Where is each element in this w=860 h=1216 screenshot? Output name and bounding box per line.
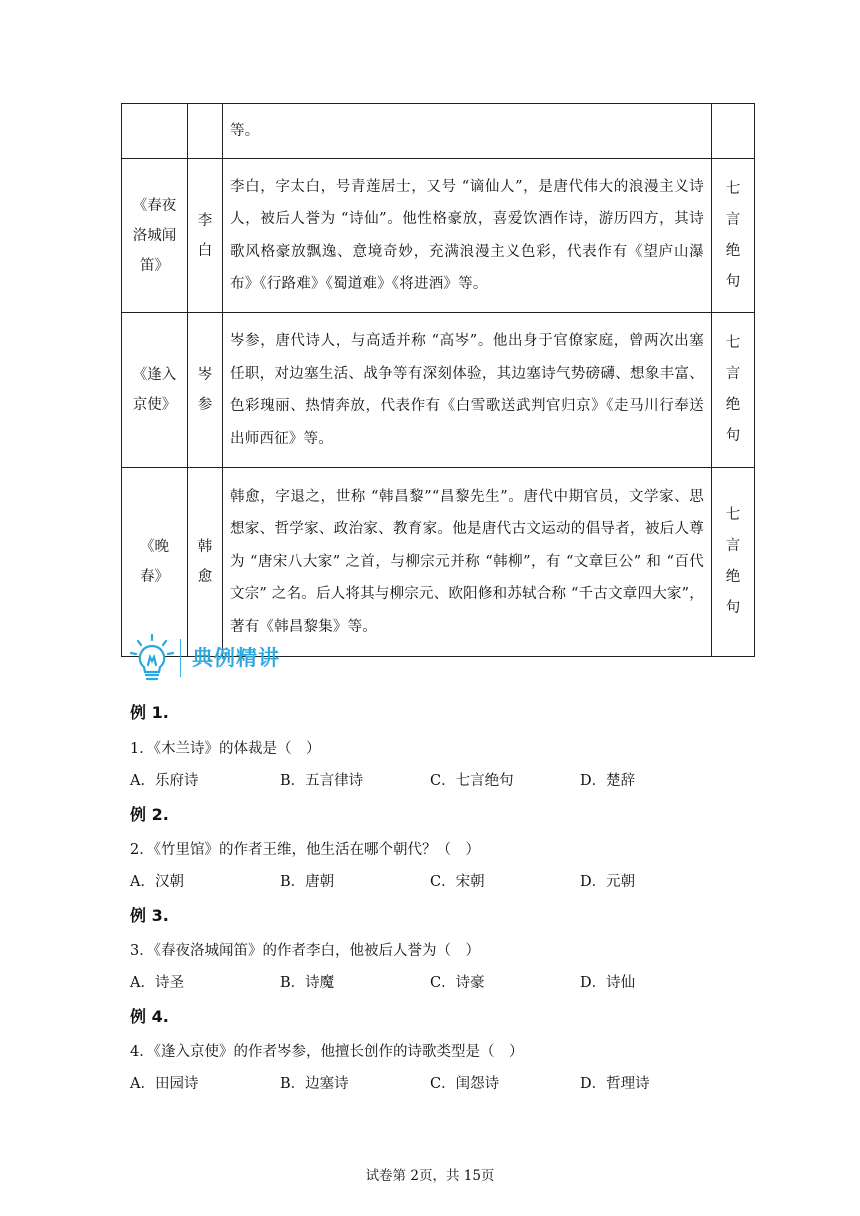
poem-form-cell-line: 七: [725, 335, 741, 351]
poem-form-cell: [712, 159, 755, 313]
lightbulb-icon: [128, 633, 176, 683]
author-description-cell: 韩愈，字退之，世称 “韩昌黎”“昌黎先生”。唐代中期官员，文学家、思想家、哲学家、政治家、教育家。他是唐代古文运动的倡导者，被后人尊为 “唐宋八大家” 之首，与柳宗元并称 “韩柳”，有 “文章巨公” 和 “百代文宗” 之名。后人将其与柳宗元、欧阳修和苏轼合称 “千古文章四大家”，著有《韩昌黎集》等。: [223, 468, 712, 657]
section-heading: [128, 633, 428, 683]
author-cell: [188, 104, 223, 159]
poem-title-cell-line: 《春夜: [132, 197, 177, 214]
poem-form-cell-line: 七: [725, 507, 741, 523]
poem-form-cell: [712, 468, 755, 657]
table-row: [122, 313, 755, 468]
answer-option[interactable]: D．元朝: [580, 874, 636, 890]
author-cell-line: 白: [197, 242, 213, 259]
poem-form-cell-line: 句: [725, 428, 741, 444]
poem-form-cell-line: 言: [725, 211, 741, 228]
poem-title-cell: [122, 313, 188, 468]
poem-form-cell-line: 绝: [725, 242, 741, 259]
example-label: 例 1.: [130, 703, 169, 722]
author-description-cell: 李白，字太白，号青莲居士，又号 “谪仙人”，是唐代伟大的浪漫主义诗人，被后人誉为 “诗仙”。他性格豪放，喜爱饮酒作诗，游历四方，其诗歌风格豪放飘逸、意境奇妙，充满浪漫主义色彩，代表作有《望庐山瀑布》《行路难》《蜀道难》《将进酒》等。: [223, 159, 712, 313]
answer-option[interactable]: D．哲理诗: [580, 1076, 650, 1092]
answer-option[interactable]: D．诗仙: [580, 975, 636, 991]
poem-form-cell-line: 言: [725, 538, 741, 554]
poem-title-cell-line: 京使》: [132, 397, 177, 413]
question-text: 4．《逢入京使》的作者岑参，他擅长创作的诗歌类型是（ ）: [130, 1044, 524, 1060]
example-label: 例 4.: [130, 1007, 169, 1026]
answer-option[interactable]: B．边塞诗: [280, 1076, 349, 1092]
answer-option[interactable]: B．五言律诗: [280, 773, 364, 789]
author-cell-line: 愈: [197, 569, 213, 585]
poem-title-cell: [122, 468, 188, 657]
answer-option[interactable]: B．唐朝: [280, 874, 335, 890]
poem-form-cell-line: 句: [725, 273, 741, 290]
question-text: 2．《竹里馆》的作者王维，他生活在哪个朝代？（ ）: [130, 842, 480, 858]
poem-title-cell-line: 《晚: [140, 539, 169, 555]
poem-form-cell-line: 句: [725, 600, 741, 616]
answer-option[interactable]: C．宋朝: [430, 874, 485, 890]
author-cell-line: 韩: [197, 539, 213, 555]
answer-option[interactable]: C．闺怨诗: [430, 1076, 500, 1092]
poem-form-cell: [712, 313, 755, 468]
poem-title-cell: [122, 104, 188, 159]
answer-option[interactable]: D．楚辞: [580, 773, 636, 789]
author-description-cell: 岑参，唐代诗人，与高适并称 “高岑”。他出身于官僚家庭，曾两次出塞任职，对边塞生活、战争等有深刻体验，其边塞诗气势磅礴、想象丰富、色彩瑰丽、热情奔放，代表作有《白雪歌送武判官归京》《走马川行奉送出师西征》等。: [223, 313, 712, 468]
example-label: 例 2.: [130, 805, 169, 824]
answer-option[interactable]: C．诗豪: [430, 975, 485, 991]
poem-title-cell-line: 洛城闻: [132, 227, 177, 244]
poem-form-cell-line: 言: [725, 366, 741, 382]
author-cell-line: 李: [197, 212, 213, 229]
poem-form-cell-line: 绝: [725, 569, 741, 585]
author-cell: [188, 313, 223, 468]
author-description-cell: 等。: [223, 104, 712, 159]
poem-title-cell-line: 春》: [140, 569, 169, 585]
answer-option[interactable]: C．七言绝句: [430, 773, 514, 789]
answer-option[interactable]: B．诗魔: [280, 975, 335, 991]
poem-title-cell: [122, 159, 188, 313]
table-row: [122, 159, 755, 313]
poem-form-cell-line: 绝: [725, 397, 741, 413]
table-row: [122, 104, 755, 159]
page-footer: 试卷第 2页，共 15页: [365, 1168, 495, 1184]
question-text: 1．《木兰诗》的体裁是（ ）: [130, 741, 321, 757]
poet-info-table: [121, 103, 755, 657]
section-title: 典例精讲: [192, 646, 280, 670]
poem-title-cell-line: 《逢入: [132, 367, 177, 383]
answer-option[interactable]: A．汉朝: [130, 874, 184, 890]
author-cell: [188, 468, 223, 657]
poem-title-cell-line: 笛》: [140, 257, 169, 274]
table-row: [122, 468, 755, 657]
author-cell: [188, 159, 223, 313]
poem-form-cell-line: 七: [725, 180, 741, 197]
answer-option[interactable]: A．乐府诗: [130, 773, 199, 789]
author-cell-line: 参: [197, 397, 213, 413]
author-cell-line: 岑: [197, 367, 213, 383]
answer-option[interactable]: A．田园诗: [130, 1076, 199, 1092]
question-text: 3．《春夜洛城闻笛》的作者李白，他被后人誉为（ ）: [130, 943, 480, 959]
answer-option[interactable]: A．诗圣: [130, 975, 184, 991]
heading-divider: [180, 639, 181, 677]
poem-form-cell: [712, 104, 755, 159]
example-label: 例 3.: [130, 906, 169, 925]
